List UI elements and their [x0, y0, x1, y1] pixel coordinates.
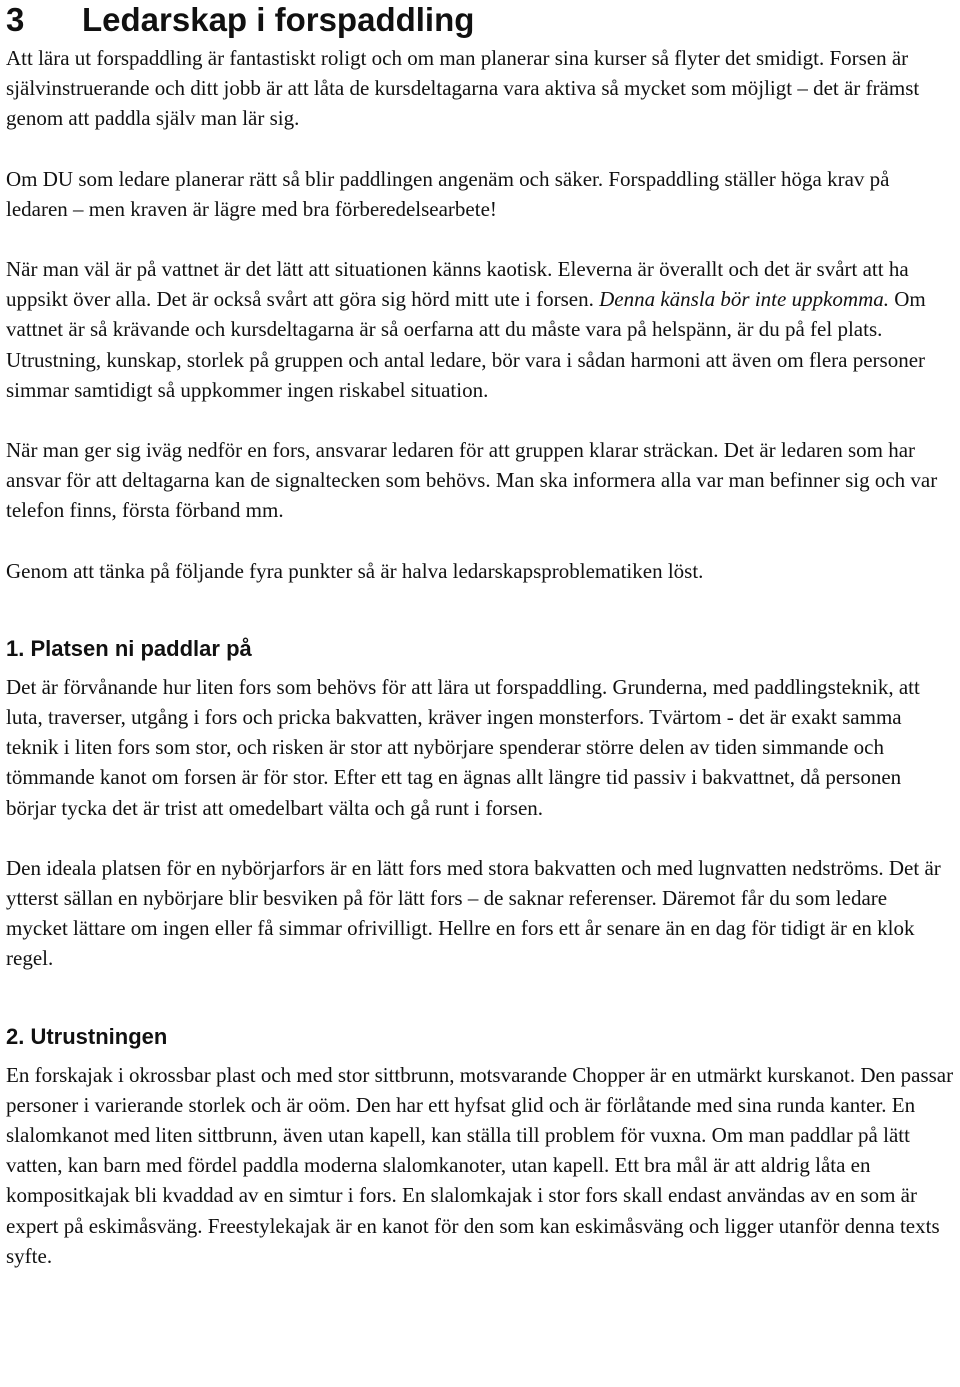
intro-paragraph-3-start: När man väl är på vattnet är det lätt att situationen känns kaotisk. Eleverna är överallt och det är svårt att ha uppsikt över alla. Det är också svårt att göra sig hörd mitt ute i forsen.: [6, 257, 909, 312]
intro-paragraph-3-emphasis: Denna känsla bör inte uppkomma.: [599, 287, 889, 312]
chapter-title: Ledarskap i forspaddling: [82, 1, 475, 38]
section-1-paragraph-1: Det är förvånande hur liten fors som behövs för att lära ut forspaddling. Grunderna, med paddlingsteknik, att luta, traverser, utgång i fors och pricka bakvatten, kräver ingen monsterfors. Tvärtom - det är exakt samma teknik i liten fors som stor, och risken är stor att nybörjare spenderar större delen av tiden simmande och tömmande kanot om forsen är för stor. Efter ett tag en ägnas allt längre tid passiv i bakvattnet, då personen börjar tycka det är trist att omedelbart välta och gå runt i forsen.: [6, 674, 920, 820]
intro-paragraph-3: [6, 254, 954, 405]
section-1-heading: 1. Platsen ni paddlar på: [6, 635, 252, 661]
section-2-heading: 2. Utrustningen: [6, 1023, 168, 1049]
document-page: [6, 0, 954, 1271]
intro-paragraph-5: Genom att tänka på följande fyra punkter så är halva ledarskapsproblematiken löst.: [6, 558, 704, 583]
intro-paragraph-1: Att lära ut forspaddling är fantastiskt roligt och om man planerar sina kurser så flyter det smidigt. Forsen är självinstruerande och ditt jobb är att låta de kursdeltagarna vara aktiva så mycket som möjligt – det är främst genom att paddla själv man lär sig.: [6, 46, 920, 131]
section-1-paragraph-2: Den ideala platsen för en nybörjarfors är en lätt fors med stora bakvatten och med lugnvatten nedströms. Det är ytterst sällan en nybörjare blir besviken på för lätt fors – de saknar referenser. Däremot får du som ledare mycket lättare om ingen eller få simmar ofrivilligt. Hellre en fors ett år senare än en dag för tidigt är en klok regel.: [6, 855, 941, 971]
intro-paragraph-4: När man ger sig iväg nedför en fors, ansvarar ledaren för att gruppen klarar sträckan. Det är ledaren som har ansvar för att deltagarna kan de signaltecken som behövs. Man ska informera alla var man befinner sig och var telefon finns, första förband mm.: [6, 438, 938, 523]
intro-paragraph-2: Om DU som ledare planerar rätt så blir paddlingen angenäm och säker. Forspaddling ställer höga krav på ledaren – men kraven är lägre med bra förberedelsearbete!: [6, 166, 890, 221]
section-2-paragraph-1: En forskajak i okrossbar plast och med stor sittbrunn, motsvarande Chopper är en utmärkt kurskanot. Den passar personer i varierande storlek och är oöm. Den har ett hyfsat glid och är förlåtande med sina runda kanter. En slalomkanot med liten sittbrunn, även utan kapell, kan ställa till problem för vuxna. Om man paddlar på lätt vatten, kan barn med fördel paddla moderna slalomkanoter, utan kapell. Ett bra mål är att aldrig låta en kompositkajak bli kvaddad av en simtur i fors. En slalomkajak i stor fors skall endast användas av en som är expert på eskimåsväng. Freestylekajak är en kanot för den som kan eskimåsväng och ligger utanför denna texts syfte.: [6, 1062, 954, 1268]
chapter-number: 3: [6, 1, 25, 38]
chapter-heading: [6, 0, 954, 40]
intro-paragraph-3-end: Om vattnet är så krävande och kursdeltagarna är så oerfarna att du måste vara på helspänn, är du på fel plats. Utrustning, kunskap, storlek på gruppen och antal ledare, bör vara i sådan harmoni att även om flera personer simmar samtidigt så uppkommer ingen riskabel situation.: [6, 287, 926, 402]
